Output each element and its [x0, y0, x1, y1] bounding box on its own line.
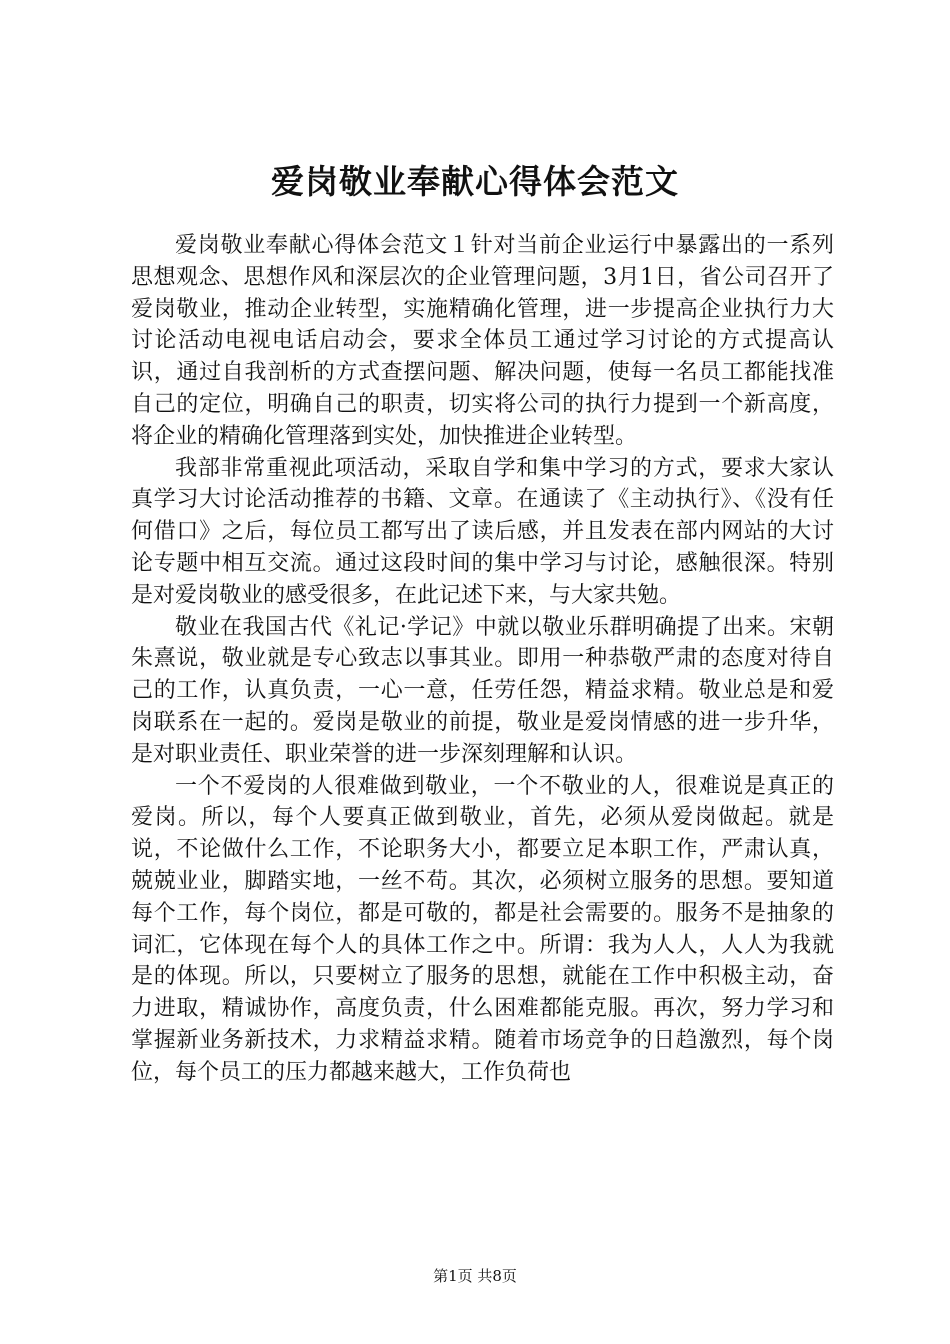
page-number-footer: 第1页 共8页 [433, 1267, 517, 1285]
paragraph: 一个不爱岗的人很难做到敬业，一个不敬业的人，很难说是真正的爱岗。所以，每个人要真正做到敬业，首先，必须从爱岗做起。就是说，不论做什么工作，不论职务大小，都要立足本职工作，严肃认真，兢兢业业，脚踏实地，一丝不苟。其次，必须树立服务的思想。要知道每个工作，每个岗位，都是可敬的，都是社会需要的。服务不是抽象的词汇，它体现在每个人的具体工作之中。所谓：我为人人，人人为我就是的体现。所以，只要树立了服务的思想，就能在工作中积极主动，奋力进取，精诚协作，高度负责，什么困难都能克服。再次，努力学习和掌握新业务新技术，力求精益求精。随着市场竞争的日趋激烈，每个岗位，每个员工的压力都越来越大，工作负荷也 [131, 773, 834, 1085]
paragraph: 爱岗敬业奉献心得体会范文１针对当前企业运行中暴露出的一系列思想观念、思想作风和深层次的企业管理问题，3月1日，省公司召开了爱岗敬业，推动企业转型，实施精确化管理，进一步提高企业执行力大讨论活动电视电话启动会，要求全体员工通过学习讨论的方式提高认识，通过自我剖析的方式查摆问题、解决问题，使每一名员工都能找准自己的定位，明确自己的职责，切实将公司的执行力提到一个新高度，将企业的精确化管理落到实处，加快推进企业转型。 [131, 233, 834, 449]
document-body [131, 230, 834, 1089]
paragraph: 敬业在我国古代《礼记·学记》中就以敬业乐群明确提了出来。宋朝朱熹说，敬业就是专心致志以事其业。即用一种恭敬严肃的态度对待自己的工作，认真负责，一心一意，任劳任怨，精益求精。敬业总是和爱岗联系在一起的。爱岗是敬业的前提，敬业是爱岗情感的进一步升华，是对职业责任、职业荣誉的进一步深刻理解和认识。 [131, 614, 834, 767]
document-title: 爱岗敬业奉献心得体会范文 [271, 162, 679, 201]
paragraph: 我部非常重视此项活动，采取自学和集中学习的方式，要求大家认真学习大讨论活动推荐的书籍、文章。在通读了《主动执行》、《没有任何借口》之后，每位员工都写出了读后感，并且发表在部内网站的大讨论专题中相互交流。通过这段时间的集中学习与讨论，感触很深。特别是对爱岗敬业的感受很多，在此记述下来，与大家共勉。 [131, 455, 834, 608]
